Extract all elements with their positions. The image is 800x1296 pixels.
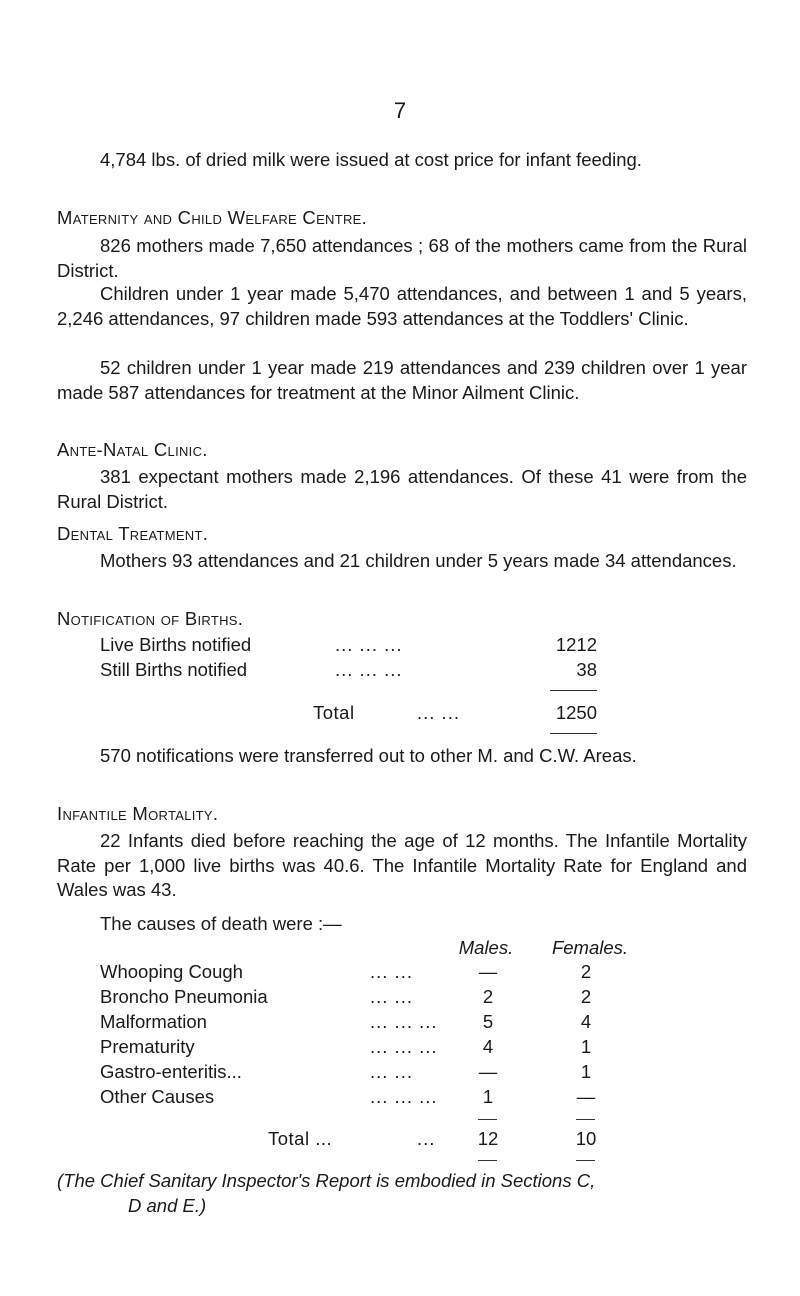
- cause-dots: ... ...: [370, 1061, 413, 1082]
- cause-label: Malformation: [100, 1011, 207, 1032]
- cause-label: Gastro-enteritis...: [100, 1061, 242, 1082]
- births-live-value: 1212: [555, 634, 597, 655]
- cause-label: Other Causes: [100, 1086, 215, 1107]
- cause-males-value: 4: [482, 1036, 494, 1057]
- cause-dots: ... ... ...: [370, 1011, 438, 1032]
- footnote-line-1: (The Chief Sanitary Inspector's Report is embodied in Sections C,: [57, 1170, 596, 1191]
- births-rule-top: [550, 690, 597, 691]
- births-still-value: 38: [576, 659, 597, 680]
- cause-males-value: —: [478, 961, 498, 982]
- cause-females-value: —: [576, 1086, 596, 1107]
- infant-paragraph: 22 Infants died before reaching the age of 12 months. The Infantile Mortality Rate per 1,000 live births was 40.6. The Infantile Mortality Rate for England and Wales was 43.: [57, 830, 747, 900]
- causes-rule-bottom-males: [478, 1160, 497, 1161]
- cause-label: Broncho Pneumonia: [100, 986, 268, 1007]
- births-total-value: 1250: [555, 702, 597, 723]
- births-rule-bottom: [550, 733, 597, 734]
- intro-paragraph: [57, 148, 747, 173]
- causes-intro: The causes of death were :—: [100, 913, 342, 934]
- cause-males-value: 5: [482, 1011, 494, 1032]
- cause-label: Whooping Cough: [100, 961, 243, 982]
- total-males-value: 12: [477, 1128, 499, 1149]
- cause-dots: ... ...: [370, 961, 413, 982]
- col-males-header: Males.: [458, 937, 514, 958]
- footnote-line-2: D and E.): [128, 1195, 207, 1216]
- cause-label: Prematurity: [100, 1036, 195, 1057]
- causes-rule-bottom-females: [576, 1160, 595, 1161]
- cause-males-value: 2: [482, 986, 494, 1007]
- maternity-paragraph-2: Children under 1 year made 5,470 attendances, and between 1 and 5 years, 2,246 attendances, 97 children made 593 attendances at the Toddlers' Clinic.: [57, 283, 747, 329]
- causes-rule-top-females: [576, 1119, 595, 1120]
- cause-dots: ... ... ...: [370, 1036, 438, 1057]
- infant-heading: Infantile Mortality.: [57, 803, 219, 824]
- maternity-paragraph-3: 52 children under 1 year made 219 attendances and 239 children over 1 year made 587 attendances for treatment at the Minor Ailment Clinic.: [57, 357, 747, 403]
- intro-text: 4,784 lbs. of dried milk were issued at cost price for infant feeding.: [100, 149, 642, 170]
- dental-heading: Dental Treatment.: [57, 523, 209, 544]
- cause-females-value: 2: [580, 961, 592, 982]
- antenatal-paragraph: 381 expectant mothers made 2,196 attendances. Of these 41 were from the Rural District.: [57, 466, 747, 512]
- cause-females-value: 2: [580, 986, 592, 1007]
- total-females-value: 10: [575, 1128, 597, 1149]
- maternity-heading: Maternity and Child Welfare Centre.: [57, 207, 368, 228]
- cause-dots: ... ... ...: [370, 1086, 438, 1107]
- cause-females-value: 1: [580, 1061, 592, 1082]
- cause-males-value: 1: [482, 1086, 494, 1107]
- causes-rule-top-males: [478, 1119, 497, 1120]
- col-females-header: Females.: [551, 937, 629, 958]
- page-number: 7: [393, 98, 407, 123]
- document-page: 7 4,784 lbs. of dried milk were issued at cost price for infant feeding. Maternity and Child Welfare Centre. 826 mothers made 7,650 attendances ; 68 of the mothers came from the Rural District. Children under 1 year made 5,470 attendances, and between 1 and 5 years, 2,246 attendances, 97 children made 593 attendances at the Toddlers' Clinic. 52 children under 1 year made 219 attendances and 239 children over 1 year made 587 attendances for treatment at the Minor Ailment Clinic. Ante-Natal Clinic. 381 expectant mothers made 2,196 attendances. Of these 41 were from the Rural District. Dental Treatment. Mothers 93 attendances and 21 children under 5 years made 34 attendances. Notification of Births. Live Births notified ... ... ... 1212 Still Births notified ... ... ... 38 Total ... ... 1250 570 notifications were transferred out to other M. and C.W. Areas. Infantile Mortality. 22 Infants died before reaching the age of 12 months. The Infantile Mortality Rate per 1,000 live births was 40.6. The Infantile Mortality Rate for England and Wales was 43. The causes of death were :— Males. Females. Whooping Cough ... ... — 2 Broncho Pneumonia ... ... 2 2 Malformation ... ... ... 5 4 Prematurity ... ... ... 4 1 Gastro-enteritis... ... ... — 1 Other Causes ... ... ... 1 — Total ... ... 12 10 (The Chief Sanitary Inspector's Report is embodied in Sections C, D and E.): [0, 0, 800, 1296]
- births-note-paragraph: 570 notifications were transferred out to other M. and C.W. Areas.: [100, 745, 637, 766]
- cause-males-value: —: [478, 1061, 498, 1082]
- antenatal-heading: Ante-Natal Clinic.: [57, 439, 208, 460]
- cause-dots: ... ...: [370, 986, 413, 1007]
- cause-females-value: 4: [580, 1011, 592, 1032]
- cause-females-value: 1: [580, 1036, 592, 1057]
- dental-paragraph: Mothers 93 attendances and 21 children under 5 years made 34 attendances.: [100, 550, 737, 571]
- births-heading: Notification of Births.: [57, 608, 244, 629]
- maternity-paragraph-1: 826 mothers made 7,650 attendances ; 68 of the mothers came from the Rural District.: [57, 235, 747, 281]
